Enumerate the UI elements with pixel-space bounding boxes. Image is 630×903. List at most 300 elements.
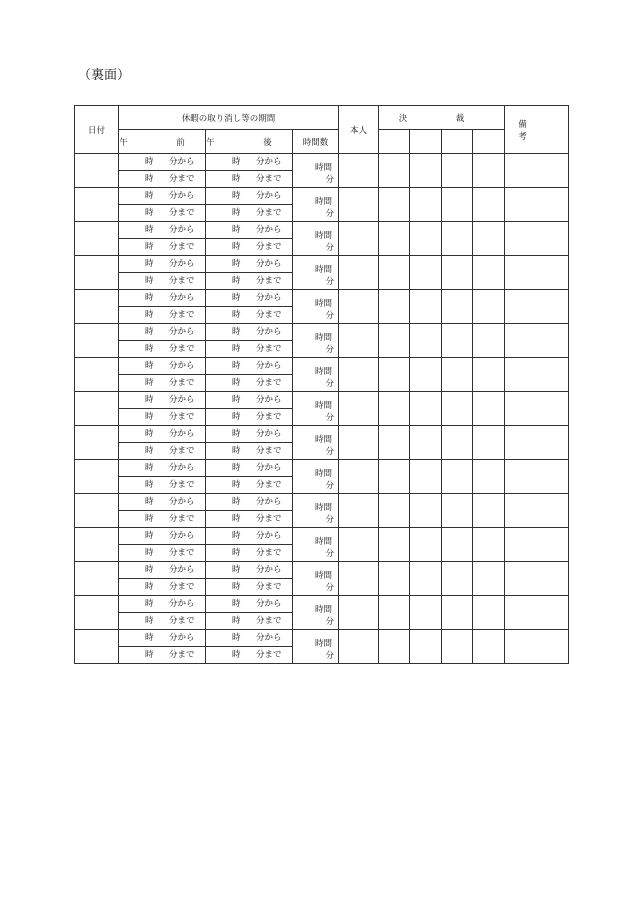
time-to-field[interactable]	[206, 273, 293, 290]
remarks-field[interactable]	[505, 324, 569, 358]
time-to-field[interactable]	[119, 341, 206, 358]
hours-field[interactable]	[293, 256, 339, 290]
hour-label: 時	[145, 174, 154, 184]
table-row	[75, 460, 569, 477]
time-to-field[interactable]	[206, 579, 293, 596]
hour-label: 時	[145, 650, 154, 660]
to-minute-label: 分まで	[169, 582, 195, 592]
from-minute-label: 分から	[256, 327, 282, 337]
date-field[interactable]	[75, 256, 119, 290]
hour-label: 時	[145, 616, 154, 626]
from-minute-label: 分から	[256, 599, 282, 609]
from-minute-label: 分から	[256, 361, 282, 371]
approval-seal-field[interactable]	[473, 222, 505, 256]
time-from-field[interactable]	[119, 460, 206, 477]
approval-seal-field[interactable]	[379, 222, 410, 256]
time-from-field[interactable]	[119, 630, 206, 647]
table-row	[75, 494, 569, 511]
minutes-unit-label: 分	[325, 243, 335, 253]
self-seal-field[interactable]	[339, 392, 379, 426]
approval-seal-field[interactable]	[473, 324, 505, 358]
self-seal-field[interactable]	[339, 494, 379, 528]
to-minute-label: 分まで	[169, 480, 195, 490]
hour-label: 時	[145, 208, 154, 218]
approval-seal-field[interactable]	[473, 528, 505, 562]
from-minute-label: 分から	[169, 395, 195, 405]
time-from-field[interactable]	[119, 222, 206, 239]
approval-seal-field[interactable]	[379, 494, 410, 528]
approval-seal-field[interactable]	[473, 562, 505, 596]
self-seal-field[interactable]	[339, 562, 379, 596]
time-to-field[interactable]	[119, 307, 206, 324]
minutes-unit-label: 分	[325, 617, 335, 627]
approval-seal-field[interactable]	[410, 188, 442, 222]
approval-seal-field[interactable]	[379, 358, 410, 392]
table-row	[75, 222, 569, 239]
approval-box-3	[442, 130, 473, 154]
remarks-field[interactable]	[505, 222, 569, 256]
from-minute-label: 分から	[256, 259, 282, 269]
approval-seal-field[interactable]	[379, 392, 410, 426]
approval-seal-field[interactable]	[473, 494, 505, 528]
hour-label: 時	[145, 582, 154, 592]
hour-label: 時	[145, 361, 154, 371]
header-period: 休暇の取り消し等の期間	[119, 106, 339, 130]
from-minute-label: 分から	[256, 191, 282, 201]
self-seal-field[interactable]	[339, 222, 379, 256]
time-to-field[interactable]	[206, 307, 293, 324]
hour-label: 時	[145, 599, 154, 609]
minutes-unit-label: 分	[325, 481, 335, 491]
hours-field[interactable]	[293, 188, 339, 222]
from-minute-label: 分から	[169, 463, 195, 473]
hours-unit-label: 時間	[315, 401, 333, 411]
hour-label: 時	[145, 463, 154, 473]
approval-seal-field[interactable]	[473, 460, 505, 494]
hour-label: 時	[145, 293, 154, 303]
approval-seal-field[interactable]	[473, 596, 505, 630]
from-minute-label: 分から	[169, 633, 195, 643]
time-from-field[interactable]	[119, 392, 206, 409]
hours-field[interactable]	[293, 528, 339, 562]
remarks-field[interactable]	[505, 426, 569, 460]
approval-seal-field[interactable]	[410, 154, 442, 188]
time-from-field[interactable]	[206, 562, 293, 579]
remarks-field[interactable]	[505, 256, 569, 290]
minutes-unit-label: 分	[325, 583, 335, 593]
approval-seal-field[interactable]	[442, 392, 473, 426]
from-minute-label: 分から	[169, 293, 195, 303]
hour-label: 時	[232, 310, 241, 320]
time-to-field[interactable]	[119, 205, 206, 222]
from-minute-label: 分から	[256, 225, 282, 235]
approval-seal-field[interactable]	[379, 596, 410, 630]
time-from-field[interactable]	[119, 154, 206, 171]
approval-seal-field[interactable]	[442, 256, 473, 290]
hour-label: 時	[232, 225, 241, 235]
time-from-field[interactable]	[206, 630, 293, 647]
minutes-unit-label: 分	[325, 413, 335, 423]
to-minute-label: 分まで	[256, 582, 282, 592]
approval-seal-field[interactable]	[442, 562, 473, 596]
table-row	[75, 154, 569, 171]
table-row	[75, 290, 569, 307]
approval-seal-field[interactable]	[410, 256, 442, 290]
approval-seal-field[interactable]	[379, 630, 410, 664]
hour-label: 時	[232, 344, 241, 354]
date-field[interactable]	[75, 222, 119, 256]
header-self: 本人	[339, 106, 379, 154]
time-to-field[interactable]	[119, 477, 206, 494]
hours-field[interactable]	[293, 358, 339, 392]
remarks-field[interactable]	[505, 290, 569, 324]
leave-cancellation-table	[74, 105, 592, 664]
time-to-field[interactable]	[206, 443, 293, 460]
hour-label: 時	[232, 429, 241, 439]
approval-seal-field[interactable]	[473, 256, 505, 290]
approval-seal-field[interactable]	[410, 324, 442, 358]
remarks-field[interactable]	[505, 358, 569, 392]
self-seal-field[interactable]	[339, 528, 379, 562]
hours-unit-label: 時間	[315, 367, 333, 377]
date-field[interactable]	[75, 324, 119, 358]
approval-seal-field[interactable]	[442, 426, 473, 460]
time-to-field[interactable]	[119, 273, 206, 290]
from-minute-label: 分から	[256, 293, 282, 303]
date-field[interactable]	[75, 290, 119, 324]
time-from-field[interactable]	[206, 256, 293, 273]
hour-label: 時	[232, 616, 241, 626]
time-to-field[interactable]	[206, 409, 293, 426]
approval-seal-field[interactable]	[410, 596, 442, 630]
hour-label: 時	[145, 378, 154, 388]
hour-label: 時	[232, 293, 241, 303]
hours-field[interactable]	[293, 562, 339, 596]
time-to-field[interactable]	[119, 171, 206, 188]
time-from-field[interactable]	[119, 562, 206, 579]
approval-seal-field[interactable]	[379, 324, 410, 358]
date-field[interactable]	[75, 188, 119, 222]
time-to-field[interactable]	[206, 477, 293, 494]
approval-box-1	[379, 130, 410, 154]
time-to-field[interactable]	[119, 647, 206, 664]
hours-unit-label: 時間	[315, 503, 333, 513]
approval-seal-field[interactable]	[442, 528, 473, 562]
remarks-field[interactable]	[505, 562, 569, 596]
approval-seal-field[interactable]	[410, 426, 442, 460]
hour-label: 時	[232, 242, 241, 252]
remarks-field[interactable]	[505, 528, 569, 562]
from-minute-label: 分から	[256, 429, 282, 439]
time-from-field[interactable]	[119, 426, 206, 443]
hour-label: 時	[145, 480, 154, 490]
minutes-unit-label: 分	[325, 345, 335, 355]
minutes-unit-label: 分	[325, 209, 335, 219]
time-from-field[interactable]	[206, 290, 293, 307]
date-field[interactable]	[75, 460, 119, 494]
hours-field[interactable]	[293, 596, 339, 630]
self-seal-field[interactable]	[339, 154, 379, 188]
hours-unit-label: 時間	[315, 265, 333, 275]
time-from-field[interactable]	[119, 324, 206, 341]
to-minute-label: 分まで	[169, 378, 195, 388]
to-minute-label: 分まで	[256, 514, 282, 524]
approval-seal-field[interactable]	[473, 630, 505, 664]
table-row	[75, 596, 569, 613]
to-minute-label: 分まで	[256, 446, 282, 456]
approval-seal-field[interactable]	[379, 562, 410, 596]
table-row	[75, 358, 569, 375]
self-seal-field[interactable]	[339, 290, 379, 324]
hour-label: 時	[232, 276, 241, 286]
remarks-field[interactable]	[505, 494, 569, 528]
hours-field[interactable]	[293, 222, 339, 256]
to-minute-label: 分まで	[256, 548, 282, 558]
self-seal-field[interactable]	[339, 188, 379, 222]
time-to-field[interactable]	[119, 239, 206, 256]
hours-field[interactable]	[293, 392, 339, 426]
header-date: 日付	[75, 106, 119, 154]
minutes-unit-label: 分	[325, 515, 335, 525]
approval-seal-field[interactable]	[410, 290, 442, 324]
time-to-field[interactable]	[119, 443, 206, 460]
time-from-field[interactable]	[206, 528, 293, 545]
remarks-field[interactable]	[505, 154, 569, 188]
from-minute-label: 分から	[256, 633, 282, 643]
time-from-field[interactable]	[206, 494, 293, 511]
to-minute-label: 分まで	[169, 276, 195, 286]
approval-seal-field[interactable]	[473, 392, 505, 426]
hour-label: 時	[232, 412, 241, 422]
time-from-field[interactable]	[206, 426, 293, 443]
remarks-field[interactable]	[505, 460, 569, 494]
header-approval: 決 裁	[379, 106, 505, 130]
approval-seal-field[interactable]	[442, 188, 473, 222]
hour-label: 時	[232, 480, 241, 490]
from-minute-label: 分から	[169, 565, 195, 575]
to-minute-label: 分まで	[169, 548, 195, 558]
approval-seal-field[interactable]	[473, 358, 505, 392]
time-from-field[interactable]	[206, 358, 293, 375]
hour-label: 時	[145, 327, 154, 337]
from-minute-label: 分から	[256, 463, 282, 473]
time-from-field[interactable]	[206, 222, 293, 239]
approval-seal-field[interactable]	[379, 426, 410, 460]
minutes-unit-label: 分	[325, 311, 335, 321]
time-to-field[interactable]	[119, 579, 206, 596]
time-from-field[interactable]	[206, 392, 293, 409]
hour-label: 時	[232, 633, 241, 643]
approval-seal-field[interactable]	[410, 528, 442, 562]
remarks-field[interactable]	[505, 188, 569, 222]
self-seal-field[interactable]	[339, 256, 379, 290]
to-minute-label: 分まで	[256, 650, 282, 660]
hours-field[interactable]	[293, 460, 339, 494]
from-minute-label: 分から	[256, 531, 282, 541]
time-from-field[interactable]	[119, 358, 206, 375]
time-to-field[interactable]	[119, 375, 206, 392]
approval-seal-field[interactable]	[410, 494, 442, 528]
hours-unit-label: 時間	[315, 537, 333, 547]
time-to-field[interactable]	[119, 545, 206, 562]
approval-seal-field[interactable]	[442, 154, 473, 188]
approval-seal-field[interactable]	[379, 290, 410, 324]
self-seal-field[interactable]	[339, 426, 379, 460]
approval-seal-field[interactable]	[473, 154, 505, 188]
from-minute-label: 分から	[169, 225, 195, 235]
approval-seal-field[interactable]	[442, 494, 473, 528]
remarks-field[interactable]	[505, 596, 569, 630]
to-minute-label: 分まで	[169, 242, 195, 252]
table-row	[75, 426, 569, 443]
self-seal-field[interactable]	[339, 358, 379, 392]
to-minute-label: 分まで	[256, 310, 282, 320]
hours-field[interactable]	[293, 426, 339, 460]
hour-label: 時	[145, 242, 154, 252]
hour-label: 時	[232, 174, 241, 184]
hours-unit-label: 時間	[315, 163, 333, 173]
approval-seal-field[interactable]	[473, 426, 505, 460]
time-to-field[interactable]	[206, 545, 293, 562]
date-field[interactable]	[75, 528, 119, 562]
page-side-title: （裏面）	[78, 68, 131, 83]
hour-label: 時	[145, 412, 154, 422]
to-minute-label: 分まで	[256, 174, 282, 184]
hour-label: 時	[232, 378, 241, 388]
hour-label: 時	[145, 276, 154, 286]
table-row	[75, 562, 569, 579]
self-seal-field[interactable]	[339, 324, 379, 358]
to-minute-label: 分まで	[169, 514, 195, 524]
time-to-field[interactable]	[206, 171, 293, 188]
hour-label: 時	[145, 497, 154, 507]
hour-label: 時	[145, 429, 154, 439]
approval-seal-field[interactable]	[442, 222, 473, 256]
hour-label: 時	[145, 157, 154, 167]
hours-unit-label: 時間	[315, 197, 333, 207]
time-to-field[interactable]	[206, 239, 293, 256]
time-from-field[interactable]	[206, 154, 293, 171]
approval-seal-field[interactable]	[410, 630, 442, 664]
date-field[interactable]	[75, 358, 119, 392]
hour-label: 時	[232, 157, 241, 167]
to-minute-label: 分まで	[169, 344, 195, 354]
hour-label: 時	[232, 463, 241, 473]
time-from-field[interactable]	[206, 460, 293, 477]
time-to-field[interactable]	[119, 409, 206, 426]
table-row	[75, 256, 569, 273]
hour-label: 時	[145, 548, 154, 558]
approval-seal-field[interactable]	[410, 222, 442, 256]
hour-label: 時	[145, 446, 154, 456]
hour-label: 時	[232, 395, 241, 405]
from-minute-label: 分から	[256, 157, 282, 167]
date-field[interactable]	[75, 426, 119, 460]
approval-seal-field[interactable]	[442, 630, 473, 664]
hour-label: 時	[145, 395, 154, 405]
approval-seal-field[interactable]	[379, 188, 410, 222]
approval-seal-field[interactable]	[379, 256, 410, 290]
time-from-field[interactable]	[206, 324, 293, 341]
date-field[interactable]	[75, 630, 119, 664]
approval-seal-field[interactable]	[410, 562, 442, 596]
time-to-field[interactable]	[206, 613, 293, 630]
hours-field[interactable]	[293, 324, 339, 358]
self-seal-field[interactable]	[339, 460, 379, 494]
hour-label: 時	[232, 565, 241, 575]
approval-seal-field[interactable]	[379, 154, 410, 188]
time-to-field[interactable]	[206, 341, 293, 358]
approval-seal-field[interactable]	[442, 324, 473, 358]
approval-seal-field[interactable]	[473, 188, 505, 222]
time-from-field[interactable]	[119, 494, 206, 511]
table-row	[75, 528, 569, 545]
hour-label: 時	[232, 582, 241, 592]
minutes-unit-label: 分	[325, 651, 335, 661]
time-to-field[interactable]	[119, 613, 206, 630]
hour-label: 時	[232, 446, 241, 456]
self-seal-field[interactable]	[339, 630, 379, 664]
time-from-field[interactable]	[119, 290, 206, 307]
remarks-field[interactable]	[505, 392, 569, 426]
hours-field[interactable]	[293, 290, 339, 324]
header-remarks: 備 考	[505, 106, 569, 154]
self-seal-field[interactable]	[339, 596, 379, 630]
time-from-field[interactable]	[206, 188, 293, 205]
time-to-field[interactable]	[206, 205, 293, 222]
hours-field[interactable]	[293, 154, 339, 188]
to-minute-label: 分まで	[169, 446, 195, 456]
time-from-field[interactable]	[119, 596, 206, 613]
time-to-field[interactable]	[206, 375, 293, 392]
table-row	[75, 630, 569, 647]
approval-seal-field[interactable]	[442, 460, 473, 494]
date-field[interactable]	[75, 154, 119, 188]
minutes-unit-label: 分	[325, 549, 335, 559]
approval-seal-field[interactable]	[410, 358, 442, 392]
date-field[interactable]	[75, 596, 119, 630]
to-minute-label: 分まで	[256, 616, 282, 626]
time-from-field[interactable]	[119, 256, 206, 273]
time-from-field[interactable]	[119, 188, 206, 205]
hours-field[interactable]	[293, 494, 339, 528]
from-minute-label: 分から	[169, 497, 195, 507]
approval-seal-field[interactable]	[410, 392, 442, 426]
header-am: 午 前	[119, 130, 206, 154]
approval-seal-field[interactable]	[442, 596, 473, 630]
approval-box-2	[410, 130, 442, 154]
date-field[interactable]	[75, 392, 119, 426]
table-row	[75, 392, 569, 409]
hours-field[interactable]	[293, 630, 339, 664]
time-from-field[interactable]	[119, 528, 206, 545]
time-to-field[interactable]	[119, 511, 206, 528]
approval-seal-field[interactable]	[410, 460, 442, 494]
approval-seal-field[interactable]	[379, 460, 410, 494]
approval-seal-field[interactable]	[442, 290, 473, 324]
time-to-field[interactable]	[206, 647, 293, 664]
date-field[interactable]	[75, 494, 119, 528]
approval-seal-field[interactable]	[442, 358, 473, 392]
table-row	[75, 188, 569, 205]
time-to-field[interactable]	[206, 511, 293, 528]
approval-seal-field[interactable]	[473, 290, 505, 324]
time-from-field[interactable]	[206, 596, 293, 613]
approval-seal-field[interactable]	[379, 528, 410, 562]
hour-label: 時	[145, 633, 154, 643]
remarks-field[interactable]	[505, 630, 569, 664]
date-field[interactable]	[75, 562, 119, 596]
